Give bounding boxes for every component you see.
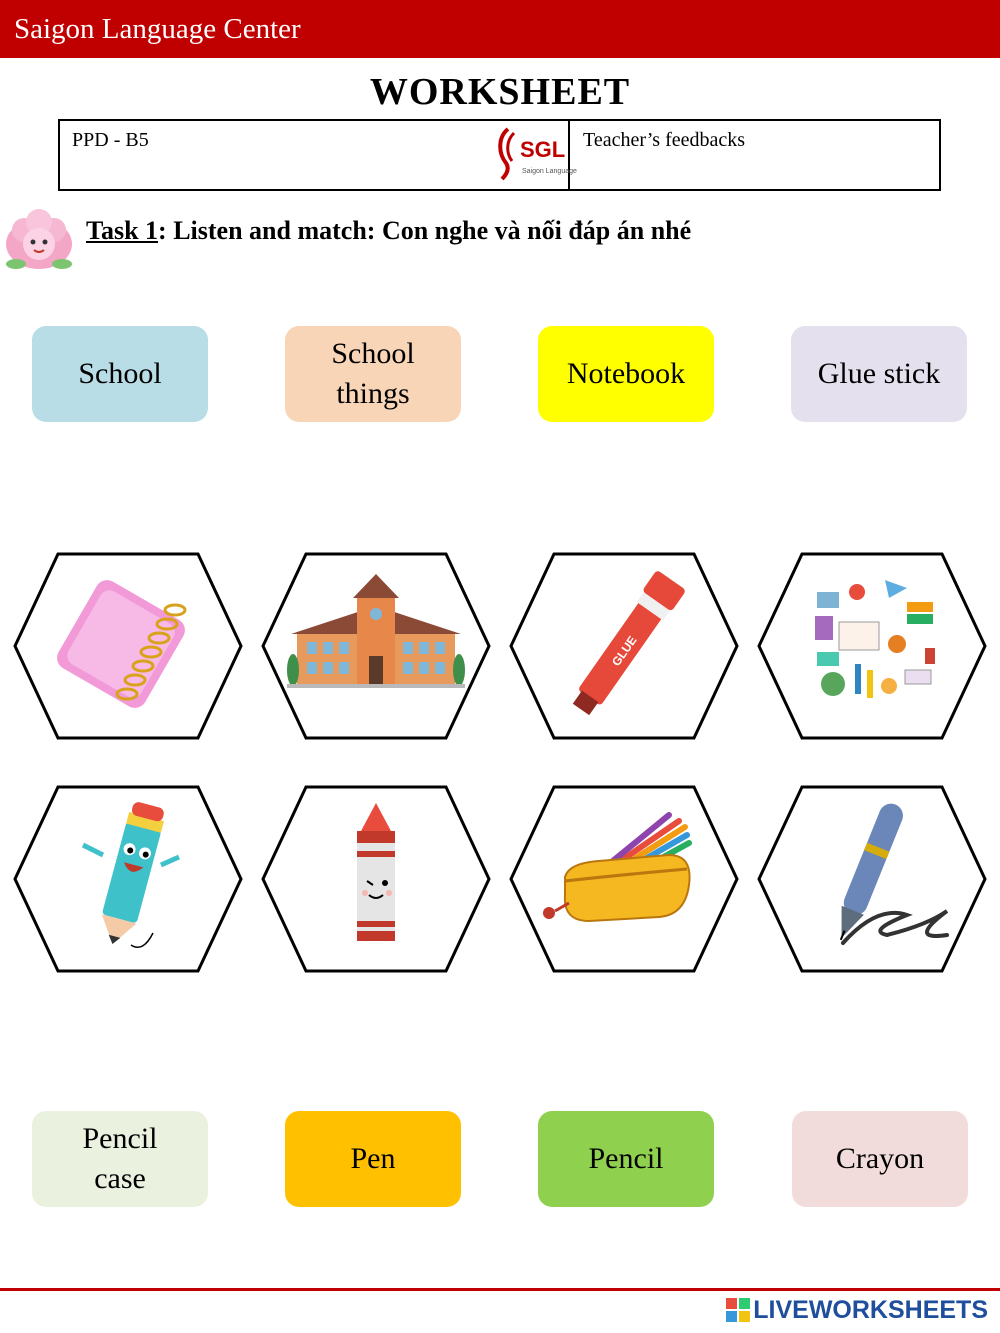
worksheet-title: WORKSHEET xyxy=(369,71,631,113)
lesson-code: PPD - B5 xyxy=(72,129,149,151)
word-card-label: School things xyxy=(331,337,415,410)
task-instruction xyxy=(86,216,691,246)
hex-pen[interactable] xyxy=(757,785,987,973)
word-card-label: Crayon xyxy=(835,1142,925,1175)
hex-pencil-case[interactable] xyxy=(509,785,739,973)
hex-pencil[interactable] xyxy=(13,785,243,973)
word-card-label: Pen xyxy=(350,1142,396,1175)
hex-notebook[interactable] xyxy=(13,552,243,740)
footer-divider xyxy=(0,1288,1000,1291)
word-card-label: Glue stick xyxy=(817,357,941,390)
logo-text: SGL xyxy=(520,137,566,162)
info-table xyxy=(58,119,941,191)
brand-text: LIVEWORKSHEETS xyxy=(753,1295,988,1324)
hex-crayon[interactable] xyxy=(261,785,491,973)
flower-mascot-icon xyxy=(2,204,76,274)
feedback-cell[interactable] xyxy=(570,121,939,189)
word-card-notebook[interactable] xyxy=(538,326,714,422)
word-card-pen[interactable] xyxy=(285,1111,461,1207)
word-card-label: Notebook xyxy=(566,357,686,390)
word-card-glue-stick[interactable] xyxy=(791,326,967,422)
logo-subtext: Saigon Language xyxy=(522,168,577,175)
sgl-logo xyxy=(496,123,577,187)
svg-text:GLUE: GLUE xyxy=(609,633,640,669)
word-card-school-things[interactable] xyxy=(285,326,461,422)
word-card-school[interactable] xyxy=(32,326,208,422)
hex-school-things[interactable] xyxy=(757,552,987,740)
feedback-label: Teacher’s feedbacks xyxy=(583,129,746,151)
center-name: Saigon Language Center xyxy=(14,13,301,45)
header-bar xyxy=(0,0,1000,58)
word-card-crayon[interactable] xyxy=(792,1111,968,1207)
hex-school[interactable] xyxy=(261,552,491,740)
liveworksheets-icon xyxy=(725,1297,751,1323)
hex-glue-stick[interactable] xyxy=(509,552,739,740)
task-header xyxy=(0,200,1000,280)
word-card-label: Pencil xyxy=(588,1142,664,1175)
word-card-label: School xyxy=(78,357,162,390)
task-label: Task 1 xyxy=(86,216,159,245)
word-card-pencil[interactable] xyxy=(538,1111,714,1207)
info-left-cell xyxy=(60,121,577,189)
word-card-label: Pencil case xyxy=(82,1122,158,1195)
liveworksheets-logo[interactable] xyxy=(725,1293,988,1327)
task-instruction-text: : Listen and match: Con nghe và nối đáp án nhé xyxy=(158,216,692,245)
word-card-pencil-case[interactable] xyxy=(32,1111,208,1207)
